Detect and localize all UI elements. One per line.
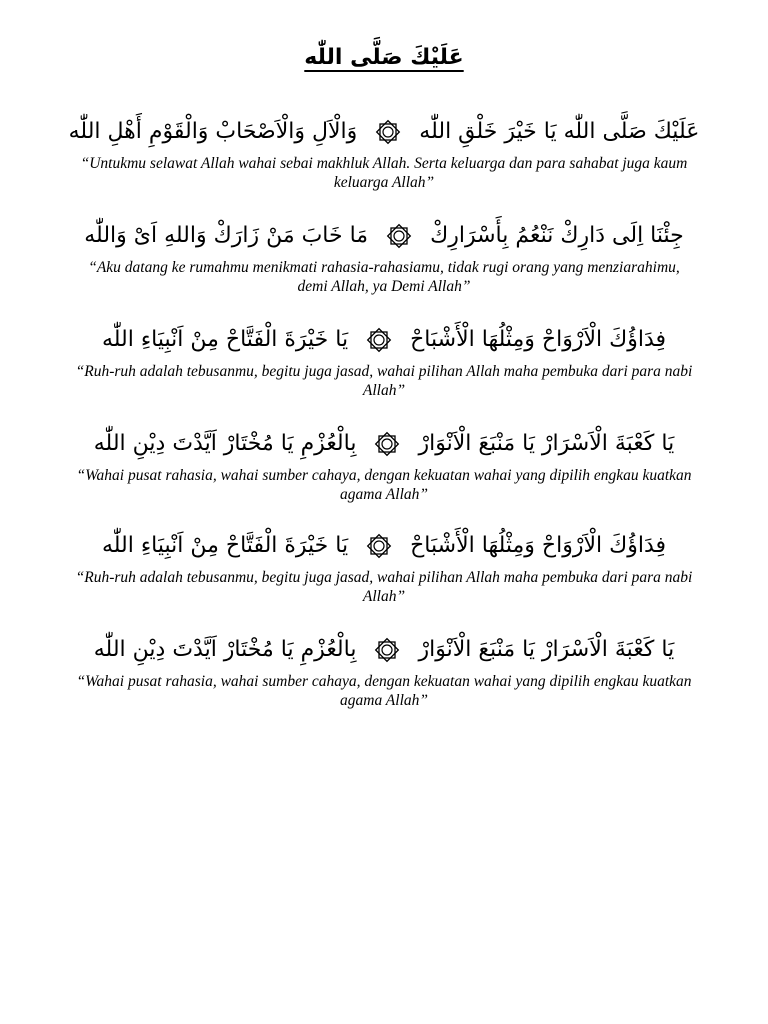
stanza-3 — [60, 320, 708, 400]
verse-translation: “Wahai pusat rahasia, wahai sumber cahaya, dengan kekuatan wahai yang dipilih engkau kuatkan agama Allah” — [76, 467, 692, 503]
verse-left-half: يَا خَيْرَةَ الْفَتَّاحْ مِنْ اَنْبِيَاءِ اللّٰه — [101, 533, 349, 558]
arabic-verse — [60, 526, 708, 566]
verse-translation: “Ruh-ruh adalah tebusanmu, begitu juga jasad, wahai pilihan Allah maha pembuka dari para nabi Allah” — [75, 569, 693, 605]
page-title-text: عَلَيْكَ صَلَّى اللّٰه — [304, 45, 464, 70]
verse-separator-icon — [373, 636, 401, 664]
arabic-verse — [60, 424, 708, 464]
arabic-verse — [60, 216, 708, 256]
arabic-verse — [60, 630, 708, 670]
verse-left-half: بِالْعُزْمِ يَا مُخْتَارْ اَيَّدْتَ دِيْنِ اللّٰه — [93, 431, 357, 456]
verse-separator-icon — [374, 118, 402, 146]
verse-left-half: يَا خَيْرَةَ الْفَتَّاحْ مِنْ اَنْبِيَاءِ اللّٰه — [101, 327, 349, 352]
verse-left-half: وَالْاَلِ وَالْاَصْحَابْ وَالْقَوْمِ أَهْلِ اللّٰه — [68, 119, 358, 144]
stanza-1 — [60, 112, 708, 192]
verse-translation: “Untukmu selawat Allah wahai sebai makhluk Allah. Serta keluarga dan para sahabat juga kaum keluarga Allah” — [80, 155, 688, 191]
verse-translation: “Wahai pusat rahasia, wahai sumber cahaya, dengan kekuatan wahai yang dipilih engkau kuatkan agama Allah” — [76, 673, 692, 709]
verse-left-half: بِالْعُزْمِ يَا مُخْتَارْ اَيَّدْتَ دِيْنِ اللّٰه — [93, 637, 357, 662]
verse-right-half: فِدَاؤُكَ الْاَرْوَاحْ وَمِثْلُهَا الْأَشْبَاحْ — [410, 327, 667, 352]
verse-left-half: مَا خَابَ مَنْ زَارَكْ وَاللهِ اَىْ وَاللّٰه — [84, 223, 369, 248]
stanza-2 — [60, 216, 708, 296]
stanza-5 — [60, 526, 708, 606]
verse-right-half: عَلَيْكَ صَلَّى اللّٰه يَا خَيْرَ خَلْقِ اللّٰه — [419, 119, 700, 144]
stanza-6 — [60, 630, 708, 710]
arabic-verse — [60, 320, 708, 360]
page-title — [0, 42, 768, 74]
verse-right-half: يَا كَعْبَةَ الْاَسْرَارْ يَا مَنْبَعَ الْاَنْوَارْ — [418, 637, 675, 662]
verse-separator-icon — [365, 532, 393, 560]
verse-right-half: فِدَاؤُكَ الْاَرْوَاحْ وَمِثْلُهَا الْأَشْبَاحْ — [410, 533, 667, 558]
verse-translation: “Ruh-ruh adalah tebusanmu, begitu juga jasad, wahai pilihan Allah maha pembuka dari para nabi Allah” — [75, 363, 693, 399]
stanza-4 — [60, 424, 708, 504]
arabic-verse — [60, 112, 708, 152]
verse-right-half: جِئْنَا اِلَى دَارِكْ نَنْعُمُ بِأَسْرَارِكْ — [430, 223, 684, 248]
verse-separator-icon — [365, 326, 393, 354]
verse-separator-icon — [385, 222, 413, 250]
verse-right-half: يَا كَعْبَةَ الْاَسْرَارْ يَا مَنْبَعَ الْاَنْوَارْ — [418, 431, 675, 456]
verse-translation: “Aku datang ke rumahmu menikmati rahasia-rahasiamu, tidak rugi orang yang menziarahimu, demi Allah, ya Demi Allah” — [88, 259, 680, 295]
verse-separator-icon — [373, 430, 401, 458]
